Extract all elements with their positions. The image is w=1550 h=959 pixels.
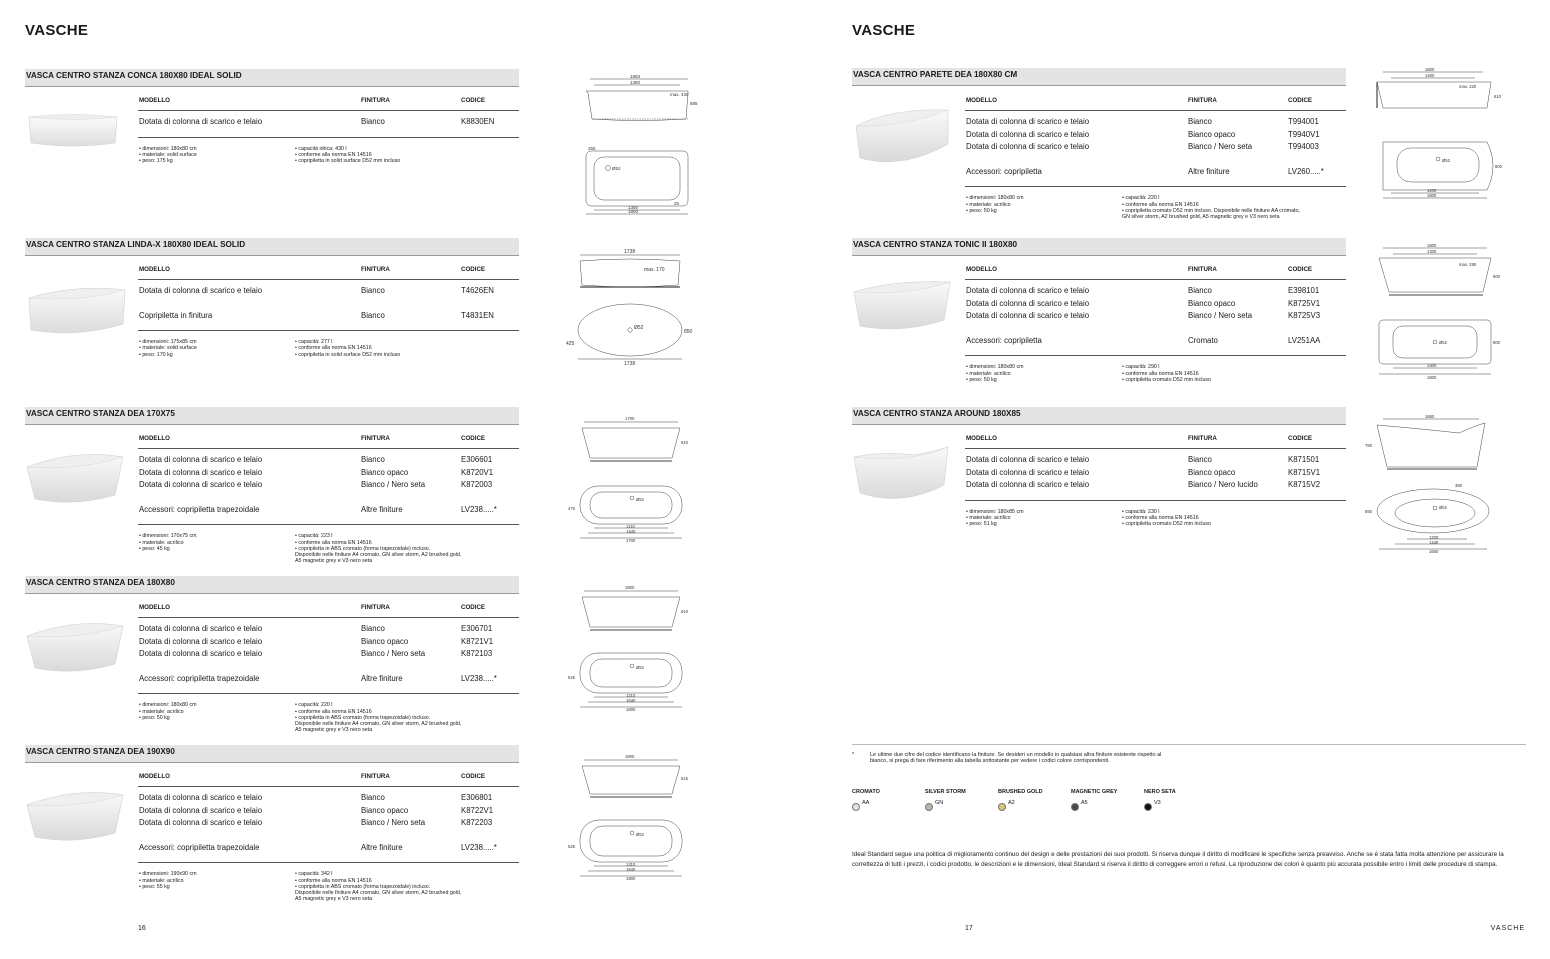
page-title: VASCHE — [852, 22, 916, 39]
finish-swatch: BRUSHED GOLD A2 — [998, 789, 1043, 811]
dim-label: 850 — [684, 329, 693, 335]
right-page: VASCHE VASCA CENTRO PARETE DEA 180X80 CM MODELLO FINITURA CODICE Dotata di colonna di scarico e telaio Bianco T994001 Dotata di colonna di scarico e telaio Bianco opaco T9940V1 Dotata di colonna di scarico e telaio Bianco / Nero seta T994003 Accessori: copripiletta Altre finiture LV260.....* • dimensioni: 180x80 cm • materiale: acrilico • peso: 50 kg • capacità: 220 l • conforme alla norma EN 14516 • copripiletta cromato D52 mm incluso. Disponibile nelle finiture AA cromato, GN silver storm, A2 brushed gold, A5 magnetic grey e V3 nero seta VASCA CENTRO STANZA TONIC II 180X80 MODELLO FINITURA CODICE Dotata di colonna di scarico e telaio Bianco E398101 Dotata di colonna di scarico e telaio Bianco opaco K8725V1 Dotata di colonna di scarico e telaio Bianco / Nero seta K8725V3 Accessori: copripiletta Cromato LV251AA • dimensioni: 180x80 cm • materiale: acrilico • peso: 50 kg • capacità: 290 l • conforme alla norma EN 14516 • copripiletta cromato D52 mm incluso VASCA CENTRO STANZA AROUND 180X85 MODELLO FINITURA CODICE Dotata di colonna di scarico e telaio Bianco K871501 Dotata di colonna di scarico e telaio Bianco opaco K8715V1 Dotata di colonna di scarico e telaio Bianco / Nero lucido K8715V2 • dimensioni: 180x85 cm • materiale: acrilico • peso: 51 kg • capacità: 230 l • conforme alla norma EN 14516 • copripiletta cromato D52 mm incluso 1800 1400 max. 220 610 Ø52 1400 1800 800 1800 1300 max. 290 600 Ø52 1300 1800 800 1660 780 Ø52 380 1200 1440 1660 850 * Le ultime due cifre del codice identificano la finiture. Se desideri un modello in qualsiasi altra finiture esistente rispetto al bianco, si prega di fare riferimento alla tabella sottostante per vedere i codici colore corrispondenti. CROMATO AA SILVER STORM GN BRUSHED GOLD A2 MAGNETIC GREY A5 NERO SETA V3 Ideal Standard segue una politica di miglioramento continuo del design e delle prestazioni dei suoi prodotti. Si riserva dunque il diritto di modificare le specifiche senza preavviso. Anche se è stata fatta molta attenzione per assicurare la correttezza di tutti i prezzi, i codici prodotto, le descrizioni e le dimensioni, Ideal Standard si riserva il diritto di correggere errori o refusi. La riproduzione dei colori è quanto più accurata possibile entro i limiti delle procedure di stampa. 17 VASCHE — [775, 0, 1550, 959]
finish-color-dot — [925, 803, 933, 811]
finish-color-dot — [1144, 803, 1152, 811]
dim-label: 1300 — [1427, 363, 1437, 368]
col-finitura: FINITURA — [361, 97, 390, 104]
dim-label: 1400 — [1427, 188, 1437, 193]
dim-label: 1350 — [628, 205, 639, 210]
footer-section-label: VASCHE — [1490, 925, 1525, 932]
table-row: Dotata di colonna di scarico e telaio Bianco T994001 — [966, 117, 1319, 126]
technical-drawing-conca — [560, 75, 700, 220]
dim-label: 1310 — [626, 862, 636, 867]
product-table: MODELLO FINITURA CODICE Dotata di colonna di scarico e telaio Bianco T994001 Dotata di colonna di scarico e telaio Bianco opaco T9940V1 Dotata di colonna di scarico e telaio Bianco / Nero seta T994003 Accessori: copripiletta Altre finiture LV260.....* • dimensioni: 180x80 cm • materiale: acrilico • peso: 50 kg • capacità: 220 l • conforme alla norma EN 14516 • copripiletta cromato D52 mm incluso. Disponibile nelle finiture AA cromato, GN silver storm, A2 brushed gold, A5 magnetic grey e V3 nero seta — [965, 96, 1346, 195]
section-heading: VASCA CENTRO STANZA DEA 170X75 — [25, 407, 519, 425]
dim-label: 1400 — [1425, 73, 1435, 78]
dim-label: Ø52 — [1439, 505, 1447, 510]
dim-label: 1110 — [626, 524, 635, 529]
dim-label: 1738 — [624, 361, 636, 367]
dim-label: 600 — [1493, 274, 1500, 279]
table-header — [138, 96, 519, 111]
legal-disclaimer: Ideal Standard segue una politica di miglioramento continuo del design e delle prestazioni dei suoi prodotti. Si riserva dunque il diritto di modificare le specifiche senza preavviso. Anche se è stata fatta molta attenzione per assicurare la correttezza di tutti i prezzi, i codici prodotto, le descrizioni e le dimensioni, Ideal Standard si riserva il diritto di correggere errori o refusi. La riproduzione dei colori è quanto più accurata possibile entro i limiti delle procedure di stampa. — [852, 851, 1504, 868]
section-heading: VASCA CENTRO STANZA AROUND 180X85 — [852, 407, 1346, 425]
accessory-row: Copripiletta in finitura Bianco T4831EN — [139, 310, 494, 320]
divider — [852, 744, 1526, 745]
dim-label: 1800 — [1427, 193, 1437, 198]
dim-label: 1700 — [626, 538, 636, 543]
technical-drawing-around — [1363, 413, 1513, 560]
finish-swatch: NERO SETA V3 — [1144, 789, 1176, 811]
accessory-row: Accessori: copripiletta trapezoidale Altre finiture LV238.....* — [139, 673, 497, 683]
accessory-row: Accessori: copripiletta trapezoidale Altre finiture LV238.....* — [139, 504, 497, 514]
dim-label: 25 — [674, 201, 680, 206]
section-heading: VASCA CENTRO STANZA LINDA-X 180X80 IDEAL SOLID — [25, 238, 519, 256]
technical-drawing-linda — [560, 247, 700, 374]
table-row: Dotata di colonna di scarico e telaio Bianco / Nero seta K8725V3 — [966, 311, 1321, 321]
dim-label: 1440 — [1429, 540, 1439, 545]
table-row: Dotata di colonna di scarico e telaio Bianco opaco T9940V1 — [966, 129, 1320, 139]
dim-label: Ø52 — [636, 665, 644, 670]
dim-label: 1800 — [1425, 68, 1435, 72]
dim-label: max. 430 — [670, 92, 689, 97]
bathtub-image — [852, 278, 952, 336]
technical-drawing-tonic — [1363, 244, 1513, 385]
dim-label: 850 — [1365, 509, 1372, 514]
dim-label: 1660 — [1425, 414, 1435, 419]
finish-color-dot — [1071, 803, 1079, 811]
table-row: Dotata di colonna di scarico e telaio Bianco E306801 — [139, 793, 493, 802]
dim-label: 475 — [568, 506, 575, 511]
dim-label: 1738 — [624, 249, 636, 255]
page-title: VASCHE — [25, 22, 89, 39]
dim-label: 1900 — [625, 754, 635, 759]
section-heading: VASCA CENTRO STANZA CONCA 180X80 IDEAL SOLID — [25, 69, 519, 87]
section-heading: VASCA CENTRO STANZA DEA 180X80 — [25, 576, 519, 594]
dim-label: 1210 — [626, 693, 636, 698]
product-table: MODELLO FINITURA CODICE Dotata di colonna di scarico e telaio Bianco K8830EN • dimensioni: 180x80 cm • materiale: solid surface • peso: 175 kg • capacità idrica: 430 l • conforme alla norma EN 14516 • copripiletta in solid surface D52 mm incluso — [138, 96, 519, 146]
dim-label: 1700 — [625, 416, 635, 421]
table-row: Dotata di colonna di scarico e telaio Bianco opaco K8721V1 — [139, 636, 494, 646]
dim-label: Ø52 — [612, 166, 621, 171]
table-header: MODELLO FINITURA CODICE — [138, 265, 519, 280]
page-number: 17 — [965, 925, 973, 932]
table-row: Dotata di colonna di scarico e telaio Bianco opaco K8715V1 — [966, 467, 1321, 477]
dim-label: 1660 — [1429, 549, 1439, 554]
product-table: MODELLO FINITURA CODICE Dotata di colonna di scarico e telaio Bianco T4626EN Copripiletta in finitura Bianco T4831EN • dimensioni: 175x85 cm • materiale: solid surface • peso: 170 kg • capacità: 277 l • conforme alla norma EN 14516 • copripiletta in solid surface D52 mm incluso — [138, 265, 519, 339]
section-heading: VASCA CENTRO STANZA TONIC II 180X80 — [852, 238, 1346, 256]
finish-color-dot — [852, 803, 860, 811]
dim-label: Ø52 — [1442, 158, 1450, 163]
dim-label: max. 220 — [1459, 84, 1477, 89]
table-row: Dotata di colonna di scarico e telaio Bianco E306701 — [139, 624, 493, 633]
dim-label: 1800 — [628, 209, 639, 214]
table-row: Dotata di colonna di scarico e telaio Bianco K871501 — [966, 455, 1320, 464]
col-codice: CODICE — [461, 97, 486, 104]
bathtub-image — [852, 104, 952, 170]
dim-label: 255 — [588, 146, 596, 151]
dim-label: 610 — [681, 440, 688, 445]
dim-label: 1900 — [626, 876, 636, 881]
dim-label: 1800 — [1427, 244, 1437, 248]
dim-label: 1300 — [1427, 249, 1437, 254]
dim-label: Ø52 — [634, 325, 644, 331]
dim-label: 1200 — [1429, 535, 1439, 540]
col-modello: MODELLO — [139, 97, 170, 104]
product-table: MODELLO FINITURA CODICE Dotata di colonna di scarico e telaio Bianco E306601 Dotata di colonna di scarico e telaio Bianco opaco K8720V1 Dotata di colonna di scarico e telaio Bianco / Nero seta K872003 Accessori: copripiletta trapezoidale Altre finiture LV238.....* • dimensioni: 170x75 cm • materiale: acrilico • peso: 45 kg • capacità: 223 l • conforme alla norma EN 14516 • copripiletta in ABS cromato (forma trapezoidale) incluso. Disponibile nelle finiture A4 cromato, GN silver storm, A2 brushed gold, A5 magnetic grey e V3 nero seta — [138, 434, 519, 533]
accessory-row: Accessori: copripiletta Cromato LV251AA — [966, 335, 1321, 345]
finish-swatch: MAGNETIC GREY A5 — [1071, 789, 1117, 811]
table-row: Dotata di colonna di scarico e telaio Bianco K8830EN — [139, 117, 495, 126]
finish-swatch: CROMATO AA — [852, 789, 880, 811]
dim-label: max. 290 — [1459, 262, 1477, 267]
bathtub-image — [25, 111, 121, 151]
table-row: Dotata di colonna di scarico e telaio Bianco E306601 — [139, 455, 493, 464]
dim-label: max. 170 — [644, 267, 665, 273]
table-row: Dotata di colonna di scarico e telaio Bianco opaco K8725V1 — [966, 298, 1321, 308]
table-row: Dotata di colonna di scarico e telaio Bianco / Nero seta K872003 — [139, 480, 493, 490]
accessory-row: Accessori: copripiletta Altre finiture LV260.....* — [966, 166, 1324, 176]
dim-label: 425 — [566, 341, 575, 347]
bathtub-image — [25, 785, 125, 847]
dim-label: 1883 — [630, 75, 641, 79]
technical-drawing-parete — [1363, 68, 1513, 205]
bathtub-image — [25, 616, 125, 678]
technical-drawing-dea190 — [560, 752, 700, 889]
technical-drawing-dea180 — [560, 583, 700, 720]
dim-label: 380 — [1455, 483, 1462, 488]
dim-label: Ø52 — [1439, 340, 1447, 345]
section-heading: VASCA CENTRO STANZA DEA 190X90 — [25, 745, 519, 763]
table-row: Dotata di colonna di scarico e telaio Bianco / Nero seta K872203 — [139, 818, 493, 828]
dim-label: 1640 — [626, 867, 636, 872]
table-row: Dotata di colonna di scarico e telaio Bianco / Nero seta K872103 — [139, 649, 493, 659]
page-number: 16 — [138, 925, 146, 932]
dim-label: 525 — [568, 675, 575, 680]
table-row: Dotata di colonna di scarico e telaio Bianco opaco K8720V1 — [139, 467, 494, 477]
dim-label: 615 — [681, 776, 688, 781]
product-table: MODELLO FINITURA CODICE Dotata di colonna di scarico e telaio Bianco E398101 Dotata di colonna di scarico e telaio Bianco opaco K8725V1 Dotata di colonna di scarico e telaio Bianco / Nero seta K8725V3 Accessori: copripiletta Cromato LV251AA • dimensioni: 180x80 cm • materiale: acrilico • peso: 50 kg • capacità: 290 l • conforme alla norma EN 14516 • copripiletta cromato D52 mm incluso — [965, 265, 1346, 364]
dim-label: 525 — [568, 844, 575, 849]
table-row: Dotata di colonna di scarico e telaio Bianco opaco K8722V1 — [139, 805, 494, 815]
bathtub-image — [25, 280, 129, 340]
dim-label: 1800 — [626, 707, 636, 712]
dim-label: 1800 — [1427, 375, 1437, 380]
product-table: MODELLO FINITURA CODICE Dotata di colonna di scarico e telaio Bianco E306801 Dotata di colonna di scarico e telaio Bianco opaco K8722V1 Dotata di colonna di scarico e telaio Bianco / Nero seta K872203 Accessori: copripiletta trapezoidale Altre finiture LV238.....* • dimensioni: 190x90 cm • materiale: acrilico • peso: 55 kg • capacità: 342 l • conforme alla norma EN 14516 • copripiletta in ABS cromato (forma trapezoidale) incluso. Disponibile nelle finiture A4 cromato, GN silver storm, A2 brushed gold, A5 magnetic grey e V3 nero seta — [138, 772, 519, 871]
section-heading: VASCA CENTRO PARETE DEA 180X80 CM — [852, 68, 1346, 86]
dim-label: Ø52 — [636, 497, 644, 502]
dim-label: 1350 — [630, 80, 641, 85]
dim-label: 800 — [1493, 340, 1500, 345]
product-table: MODELLO FINITURA CODICE Dotata di colonna di scarico e telaio Bianco K871501 Dotata di colonna di scarico e telaio Bianco opaco K8715V1 Dotata di colonna di scarico e telaio Bianco / Nero lucido K8715V2 • dimensioni: 180x85 cm • materiale: acrilico • peso: 51 kg • capacità: 230 l • conforme alla norma EN 14516 • copripiletta cromato D52 mm incluso — [965, 434, 1346, 509]
dim-label: 1440 — [626, 529, 636, 534]
dim-label: 800 — [1495, 164, 1502, 169]
accessory-row: Accessori: copripiletta trapezoidale Altre finiture LV238.....* — [139, 842, 497, 852]
dim-label: 685 — [690, 101, 698, 106]
dim-label: Ø52 — [636, 832, 644, 837]
dim-label: 610 — [681, 609, 688, 614]
finish-color-dot — [998, 803, 1006, 811]
product-table: MODELLO FINITURA CODICE Dotata di colonna di scarico e telaio Bianco E306701 Dotata di colonna di scarico e telaio Bianco opaco K8721V1 Dotata di colonna di scarico e telaio Bianco / Nero seta K872103 Accessori: copripiletta trapezoidale Altre finiture LV238.....* • dimensioni: 180x80 cm • materiale: acrilico • peso: 50 kg • capacità: 220 l • conforme alla norma EN 14516 • copripiletta in ABS cromato (forma trapezoidale) incluso. Disponibile nelle finiture A4 cromato, GN silver storm, A2 brushed gold, A5 magnetic grey e V3 nero seta — [138, 603, 519, 702]
bathtub-image — [25, 447, 125, 509]
dim-label: 1800 — [625, 585, 635, 590]
dim-label: 1640 — [626, 698, 636, 703]
technical-drawing-dea170 — [560, 414, 700, 551]
bathtub-image — [852, 443, 952, 507]
dim-label: 780 — [1365, 443, 1372, 448]
dim-label: 610 — [1494, 94, 1501, 99]
table-row: Dotata di colonna di scarico e telaio Bianco / Nero lucido K8715V2 — [966, 480, 1321, 490]
table-row: Dotata di colonna di scarico e telaio Bianco T4626EN — [139, 286, 494, 295]
table-row: Dotata di colonna di scarico e telaio Bianco E398101 — [966, 286, 1320, 295]
finish-swatch: SILVER STORM GN — [925, 789, 966, 811]
table-row: Dotata di colonna di scarico e telaio Bianco / Nero seta T994003 — [966, 142, 1319, 152]
